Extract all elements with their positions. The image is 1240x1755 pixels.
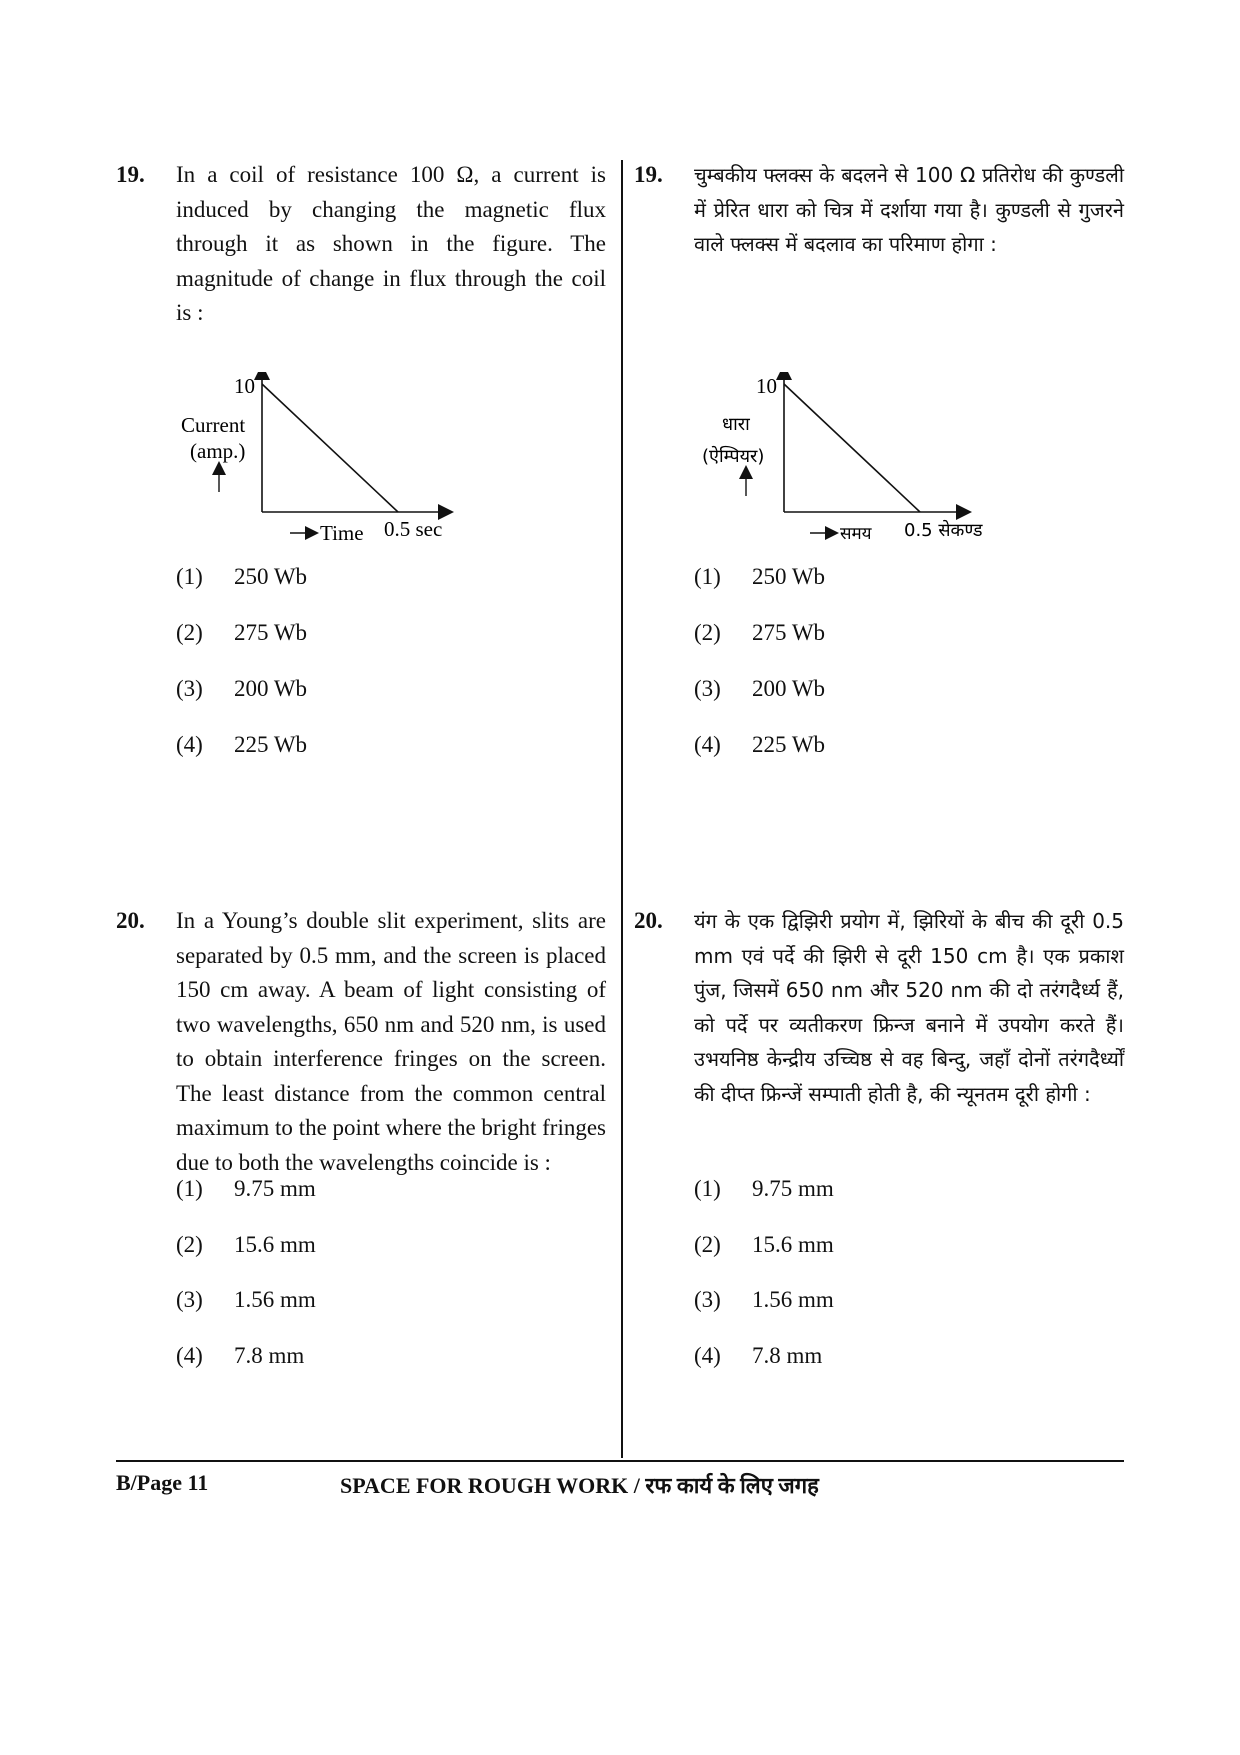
- q19-option-1: (1) 250 Wb: [176, 564, 308, 589]
- question-19-graph-hindi: [694, 372, 994, 572]
- q20-option-4-hindi: (4) 7.8 mm: [694, 1343, 823, 1368]
- current-line: [262, 384, 398, 512]
- x-tick-label: 0.5 sec: [384, 517, 443, 541]
- question-19-number-hindi: 19.: [634, 162, 663, 187]
- q19-option-4-hindi: (4) 225 Wb: [694, 732, 826, 757]
- q19-option-1-hindi: (1) 250 Wb: [694, 564, 826, 589]
- q20-option-1-hindi: (1) 9.75 mm: [694, 1176, 834, 1201]
- question-19-graph: [176, 372, 466, 572]
- question-19-number: 19.: [116, 162, 145, 187]
- y-tick-label: 10: [234, 374, 255, 398]
- question-20-text-hindi: यंग के एक द्विझिरी प्रयोग में, झिरियों के बीच की दूरी 0.5 mm एवं पर्दे की झिरी से दूरी 150 cm है। एक प्रकाश पुंज, जिसमें 650 nm और 520 nm की दो तरंगदैर्ध्य हैं, को पर्दे पर व्यतीकरण फ्रिन्ज बनाने में उपयोग करते हैं। उभयनिष्ठ केन्द्रीय उच्चिष्ठ से वह बिन्दु, जहाँ दोनों तरंगदैर्ध्यों की दीप्त फ्रिन्जें सम्पाती होती है, की न्यूनतम दूरी होगी :: [694, 909, 1124, 1106]
- y-tick-label: 10: [756, 374, 777, 398]
- x-axis-label: Time: [320, 521, 364, 545]
- y-axis-label-2: (amp.): [190, 439, 246, 463]
- question-19-text-hindi: चुम्बकीय फ्लक्स के बदलने से 100 Ω प्रतिरोध की कुण्डली में प्रेरित धारा को चित्र में दर्शाया गया है। कुण्डली से गुजरने वाले फ्लक्स में बदलाव का परिमाण होगा :: [694, 163, 1124, 256]
- q19-option-2-hindi: (2) 275 Wb: [694, 620, 826, 645]
- q20-option-2: (2) 15.6 mm: [176, 1232, 316, 1257]
- q19-option-4: (4) 225 Wb: [176, 732, 308, 757]
- q20-option-3-hindi: (3) 1.56 mm: [694, 1287, 834, 1312]
- y-axis-label-2: (ऐम्पियर): [702, 446, 765, 467]
- current-line: [784, 384, 920, 512]
- q19-option-3-hindi: (3) 200 Wb: [694, 676, 826, 701]
- q20-option-3: (3) 1.56 mm: [176, 1287, 316, 1312]
- rough-work-label-en: SPACE FOR ROUGH WORK /: [340, 1473, 640, 1498]
- page-number: B/Page 11: [116, 1470, 209, 1495]
- y-axis-label-1: धारा: [722, 414, 750, 435]
- footer-rule: [116, 1460, 1124, 1462]
- question-20-text: In a Young’s double slit experiment, slits are separated by 0.5 mm, and the screen is placed 150 cm away. A beam of light consisting of two wavelengths, 650 nm and 520 nm, is used to obtain interference fringes on the screen. The least distance from the common central maximum to the point where the bright fringes due to both the wavelengths coincide is :: [176, 908, 606, 1175]
- question-19-text: In a coil of resistance 100 Ω, a current is induced by changing the magnetic flux through it as shown in the figure. The magnitude of change in flux through the coil is :: [176, 162, 606, 325]
- x-axis-label: समय: [840, 524, 872, 544]
- column-divider: [621, 160, 623, 1458]
- x-tick-label: 0.5 सेकण्ड: [904, 520, 983, 541]
- q19-option-3: (3) 200 Wb: [176, 676, 308, 701]
- q20-option-4: (4) 7.8 mm: [176, 1343, 305, 1368]
- q20-option-1: (1) 9.75 mm: [176, 1176, 316, 1201]
- rough-work-label: [340, 1470, 819, 1500]
- q20-option-2-hindi: (2) 15.6 mm: [694, 1232, 834, 1257]
- question-20-number-hindi: 20.: [634, 908, 663, 933]
- question-20-number: 20.: [116, 908, 145, 933]
- rough-work-label-hi: रफ कार्य के लिए जगह: [645, 1473, 819, 1498]
- q19-option-2: (2) 275 Wb: [176, 620, 308, 645]
- y-axis-label-1: Current: [181, 413, 246, 437]
